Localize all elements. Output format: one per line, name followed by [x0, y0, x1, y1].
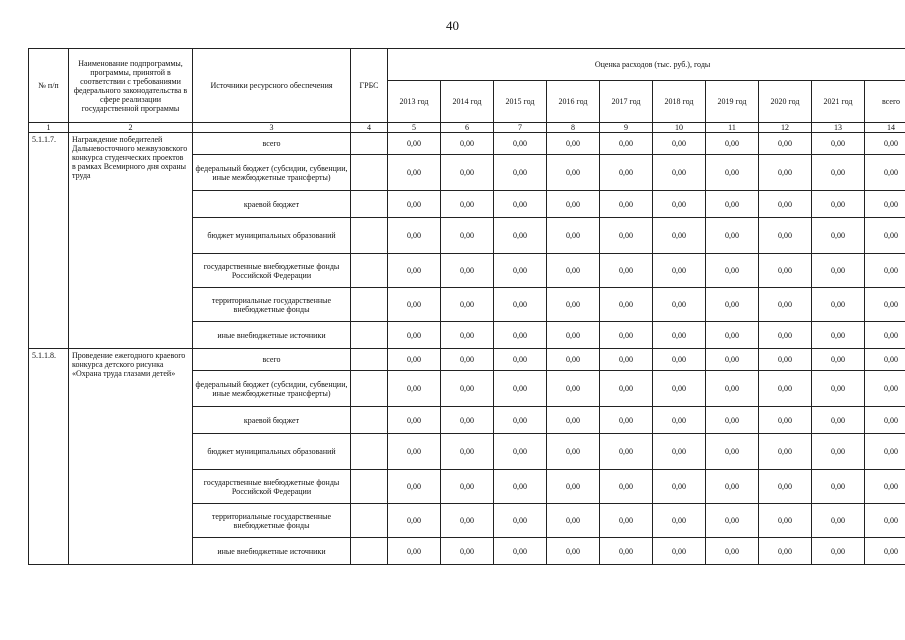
value-cell: 0,00 [653, 434, 706, 470]
grbs-cell [351, 218, 388, 254]
grbs-cell [351, 371, 388, 407]
value-cell: 0,00 [706, 371, 759, 407]
value-cell: 0,00 [653, 218, 706, 254]
value-cell: 0,00 [494, 288, 547, 322]
value-cell: 0,00 [494, 371, 547, 407]
value-cell: 0,00 [388, 322, 441, 349]
value-cell: 0,00 [547, 322, 600, 349]
funding-source: краевой бюджет [193, 407, 351, 434]
value-cell: 0,00 [706, 434, 759, 470]
funding-source: иные внебюджетные источники [193, 538, 351, 565]
value-cell: 0,00 [547, 218, 600, 254]
value-cell: 0,00 [812, 288, 865, 322]
funding-source: федеральный бюджет (субсидии, субвенции, иные межбюджетные трансферты) [193, 371, 351, 407]
value-cell: 0,00 [388, 349, 441, 371]
value-cell: 0,00 [865, 434, 905, 470]
value-cell: 0,00 [600, 470, 653, 504]
header-year: 2019 год [706, 81, 759, 123]
header-source: Источники ресурсного обеспечения [193, 49, 351, 123]
column-number: 14 [865, 123, 905, 133]
value-cell: 0,00 [547, 470, 600, 504]
grbs-cell [351, 470, 388, 504]
value-cell: 0,00 [494, 538, 547, 565]
value-cell: 0,00 [759, 288, 812, 322]
value-cell: 0,00 [653, 191, 706, 218]
budget-table [28, 48, 905, 565]
table-row [29, 133, 905, 155]
header-num: № п/п [29, 49, 69, 123]
value-cell: 0,00 [759, 322, 812, 349]
value-cell: 0,00 [653, 288, 706, 322]
value-cell: 0,00 [547, 407, 600, 434]
header-year: 2017 год [600, 81, 653, 123]
item-code: 5.1.1.7. [29, 133, 69, 349]
value-cell: 0,00 [759, 434, 812, 470]
column-number: 11 [706, 123, 759, 133]
column-number: 1 [29, 123, 69, 133]
column-number: 4 [351, 123, 388, 133]
value-cell: 0,00 [653, 504, 706, 538]
value-cell: 0,00 [759, 470, 812, 504]
value-cell: 0,00 [653, 538, 706, 565]
header-estimate: Оценка расходов (тыс. руб.), годы [388, 49, 905, 81]
column-number: 2 [69, 123, 193, 133]
value-cell: 0,00 [388, 133, 441, 155]
value-cell: 0,00 [600, 504, 653, 538]
value-cell: 0,00 [441, 133, 494, 155]
value-cell: 0,00 [547, 254, 600, 288]
value-cell: 0,00 [600, 349, 653, 371]
value-cell: 0,00 [706, 288, 759, 322]
value-cell: 0,00 [653, 133, 706, 155]
value-cell: 0,00 [653, 470, 706, 504]
grbs-cell [351, 349, 388, 371]
value-cell: 0,00 [653, 254, 706, 288]
value-cell: 0,00 [441, 218, 494, 254]
value-cell: 0,00 [759, 371, 812, 407]
value-cell: 0,00 [441, 504, 494, 538]
value-cell: 0,00 [812, 218, 865, 254]
value-cell: 0,00 [600, 288, 653, 322]
value-cell: 0,00 [547, 191, 600, 218]
value-cell: 0,00 [547, 133, 600, 155]
column-number: 7 [494, 123, 547, 133]
value-cell: 0,00 [865, 322, 905, 349]
value-cell: 0,00 [494, 218, 547, 254]
value-cell: 0,00 [759, 504, 812, 538]
value-cell: 0,00 [441, 434, 494, 470]
header-year: 2021 год [812, 81, 865, 123]
header-year: 2018 год [653, 81, 706, 123]
value-cell: 0,00 [388, 407, 441, 434]
header-year: 2013 год [388, 81, 441, 123]
value-cell: 0,00 [865, 504, 905, 538]
grbs-cell [351, 288, 388, 322]
value-cell: 0,00 [759, 218, 812, 254]
value-cell: 0,00 [865, 133, 905, 155]
header-year: 2020 год [759, 81, 812, 123]
value-cell: 0,00 [494, 349, 547, 371]
column-number: 8 [547, 123, 600, 133]
value-cell: 0,00 [812, 254, 865, 288]
value-cell: 0,00 [812, 538, 865, 565]
value-cell: 0,00 [706, 504, 759, 538]
header-year: 2014 год [441, 81, 494, 123]
column-number: 10 [653, 123, 706, 133]
value-cell: 0,00 [812, 322, 865, 349]
value-cell: 0,00 [388, 434, 441, 470]
value-cell: 0,00 [812, 133, 865, 155]
value-cell: 0,00 [494, 133, 547, 155]
value-cell: 0,00 [865, 407, 905, 434]
value-cell: 0,00 [706, 254, 759, 288]
grbs-cell [351, 133, 388, 155]
value-cell: 0,00 [812, 407, 865, 434]
value-cell: 0,00 [865, 254, 905, 288]
funding-source: территориальные государственные внебюджетные фонды [193, 504, 351, 538]
value-cell: 0,00 [547, 371, 600, 407]
value-cell: 0,00 [547, 349, 600, 371]
header-year: всего [865, 81, 905, 123]
value-cell: 0,00 [812, 191, 865, 218]
grbs-cell [351, 407, 388, 434]
grbs-cell [351, 254, 388, 288]
value-cell: 0,00 [865, 470, 905, 504]
value-cell: 0,00 [812, 349, 865, 371]
value-cell: 0,00 [812, 504, 865, 538]
header-grbs: ГРБС [351, 49, 388, 123]
value-cell: 0,00 [812, 470, 865, 504]
value-cell: 0,00 [441, 349, 494, 371]
value-cell: 0,00 [653, 349, 706, 371]
value-cell: 0,00 [812, 371, 865, 407]
funding-source: всего [193, 349, 351, 371]
funding-source: государственные внебюджетные фонды Российской Федерации [193, 470, 351, 504]
value-cell: 0,00 [494, 407, 547, 434]
value-cell: 0,00 [441, 254, 494, 288]
value-cell: 0,00 [865, 191, 905, 218]
grbs-cell [351, 538, 388, 565]
funding-source: бюджет муниципальных образований [193, 218, 351, 254]
funding-source: территориальные государственные внебюджетные фонды [193, 288, 351, 322]
item-code: 5.1.1.8. [29, 349, 69, 565]
value-cell: 0,00 [706, 155, 759, 191]
value-cell: 0,00 [388, 254, 441, 288]
value-cell: 0,00 [600, 254, 653, 288]
grbs-cell [351, 322, 388, 349]
value-cell: 0,00 [441, 407, 494, 434]
value-cell: 0,00 [706, 218, 759, 254]
value-cell: 0,00 [759, 349, 812, 371]
value-cell: 0,00 [600, 322, 653, 349]
value-cell: 0,00 [494, 434, 547, 470]
value-cell: 0,00 [759, 254, 812, 288]
value-cell: 0,00 [706, 538, 759, 565]
value-cell: 0,00 [653, 407, 706, 434]
value-cell: 0,00 [865, 371, 905, 407]
value-cell: 0,00 [441, 470, 494, 504]
value-cell: 0,00 [759, 191, 812, 218]
value-cell: 0,00 [600, 371, 653, 407]
table-row [29, 349, 905, 371]
value-cell: 0,00 [388, 371, 441, 407]
value-cell: 0,00 [759, 155, 812, 191]
column-number: 12 [759, 123, 812, 133]
value-cell: 0,00 [547, 504, 600, 538]
funding-source: бюджет муниципальных образований [193, 434, 351, 470]
value-cell: 0,00 [441, 538, 494, 565]
value-cell: 0,00 [547, 288, 600, 322]
value-cell: 0,00 [865, 288, 905, 322]
value-cell: 0,00 [547, 434, 600, 470]
value-cell: 0,00 [494, 155, 547, 191]
grbs-cell [351, 504, 388, 538]
grbs-cell [351, 191, 388, 218]
value-cell: 0,00 [759, 407, 812, 434]
value-cell: 0,00 [706, 470, 759, 504]
funding-source: федеральный бюджет (субсидии, субвенции, иные межбюджетные трансферты) [193, 155, 351, 191]
value-cell: 0,00 [706, 191, 759, 218]
column-number: 9 [600, 123, 653, 133]
funding-source: краевой бюджет [193, 191, 351, 218]
value-cell: 0,00 [547, 155, 600, 191]
value-cell: 0,00 [600, 191, 653, 218]
value-cell: 0,00 [812, 434, 865, 470]
value-cell: 0,00 [441, 322, 494, 349]
value-cell: 0,00 [388, 155, 441, 191]
value-cell: 0,00 [865, 155, 905, 191]
value-cell: 0,00 [653, 155, 706, 191]
funding-source: иные внебюджетные источники [193, 322, 351, 349]
value-cell: 0,00 [759, 538, 812, 565]
value-cell: 0,00 [600, 218, 653, 254]
value-cell: 0,00 [600, 133, 653, 155]
value-cell: 0,00 [865, 218, 905, 254]
item-name: Проведение ежегодного краевого конкурса детского рисунка «Охрана труда глазами детей» [69, 349, 193, 565]
header-year: 2016 год [547, 81, 600, 123]
value-cell: 0,00 [759, 133, 812, 155]
column-number: 5 [388, 123, 441, 133]
value-cell: 0,00 [706, 349, 759, 371]
column-number: 6 [441, 123, 494, 133]
column-number: 13 [812, 123, 865, 133]
value-cell: 0,00 [600, 155, 653, 191]
value-cell: 0,00 [600, 538, 653, 565]
value-cell: 0,00 [388, 470, 441, 504]
value-cell: 0,00 [600, 407, 653, 434]
value-cell: 0,00 [653, 371, 706, 407]
column-number: 3 [193, 123, 351, 133]
value-cell: 0,00 [388, 538, 441, 565]
value-cell: 0,00 [441, 155, 494, 191]
value-cell: 0,00 [494, 470, 547, 504]
value-cell: 0,00 [441, 191, 494, 218]
value-cell: 0,00 [388, 504, 441, 538]
value-cell: 0,00 [494, 191, 547, 218]
value-cell: 0,00 [441, 371, 494, 407]
value-cell: 0,00 [865, 538, 905, 565]
value-cell: 0,00 [653, 322, 706, 349]
value-cell: 0,00 [547, 538, 600, 565]
value-cell: 0,00 [706, 133, 759, 155]
value-cell: 0,00 [865, 349, 905, 371]
page-number: 40 [446, 18, 459, 33]
value-cell: 0,00 [706, 407, 759, 434]
item-name: Награждение победителей Дальневосточного межвузовского конкурса студенческих проектов в рамках Всемирного дня охраны труда [69, 133, 193, 349]
value-cell: 0,00 [388, 218, 441, 254]
grbs-cell [351, 155, 388, 191]
value-cell: 0,00 [494, 322, 547, 349]
funding-source: всего [193, 133, 351, 155]
value-cell: 0,00 [388, 191, 441, 218]
funding-source: государственные внебюджетные фонды Российской Федерации [193, 254, 351, 288]
value-cell: 0,00 [600, 434, 653, 470]
value-cell: 0,00 [494, 254, 547, 288]
header-name: Наименование подпрограммы, программы, принятой в соответствии с требованиями федерального законодательства в сфере реализации государственной программы [69, 49, 193, 123]
value-cell: 0,00 [441, 288, 494, 322]
value-cell: 0,00 [706, 322, 759, 349]
value-cell: 0,00 [388, 288, 441, 322]
value-cell: 0,00 [494, 504, 547, 538]
header-year: 2015 год [494, 81, 547, 123]
value-cell: 0,00 [812, 155, 865, 191]
grbs-cell [351, 434, 388, 470]
